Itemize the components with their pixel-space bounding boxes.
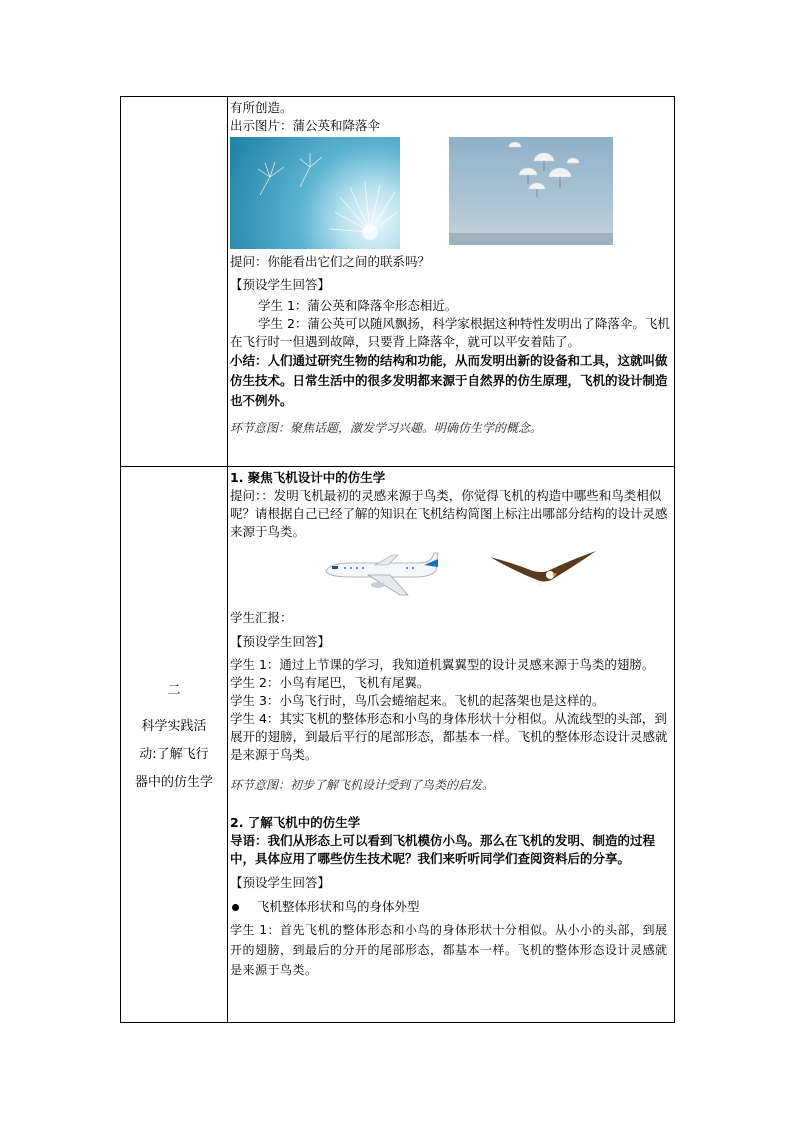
report-label: 学生汇报： bbox=[230, 610, 293, 625]
row-divider bbox=[121, 466, 674, 467]
image-row bbox=[230, 549, 670, 605]
bottom-content-cell bbox=[230, 469, 670, 1021]
student-answer: 学生 2：小鸟有尾巴，飞机有尾翼。 bbox=[230, 675, 430, 690]
eagle-icon bbox=[488, 549, 598, 589]
stage-label bbox=[121, 677, 227, 797]
bullet-text: 飞机整体形状和鸟的身体外型 bbox=[257, 899, 420, 914]
question-text: 提问：：发明飞机最初的灵感来源于鸟类，你觉得飞机的构造中哪些和鸟类相似呢？请根据自己已经了解的知识在飞机结构简图上标注出哪部分结构的设计灵感来源于鸟类。 bbox=[230, 488, 668, 539]
text-line: 有所创造。 bbox=[230, 100, 293, 115]
stage-title-line: 科学实践活 bbox=[141, 719, 207, 734]
stage-number: 二 bbox=[167, 683, 181, 698]
section-heading: 1. 聚焦飞机设计中的仿生学 bbox=[230, 470, 386, 485]
student-answer: 学生 1：通过上节课的学习，我知道机翼翼型的设计灵感来源于鸟类的翅膀。 bbox=[230, 657, 655, 672]
image-row bbox=[230, 137, 670, 249]
intent-text: 环节意图：初步了解飞机设计受到了鸟类的启发。 bbox=[230, 778, 495, 792]
preset-heading: 【预设学生回答】 bbox=[230, 875, 331, 890]
student-answer: 学生 3：小鸟飞行时，鸟爪会蜷缩起来。飞机的起落架也是这样的。 bbox=[230, 693, 605, 708]
lesson-table bbox=[120, 96, 675, 1023]
student-answer: 学生 2：蒲公英可以随风飘扬，科学家根据这种特性发明出了降落伞。飞机在飞行时一但遇到故障，只要背上降落伞，就可以平安着陆了。 bbox=[230, 316, 670, 349]
student-answer: 学生 4：其实飞机的整体形态和小鸟的身体形状十分相似。从流线型的头部，到展开的翅膀，到最后平行的尾部形态，都基本一样。飞机的整体形态设计灵感就是来源于鸟类。 bbox=[230, 711, 668, 762]
text-line: 出示图片：蒲公英和降落伞 bbox=[230, 118, 381, 133]
guide-text: 导语：我们从形态上可以看到飞机模仿小鸟。那么在飞机的发明、制造的过程中，具体应用了哪些仿生技术呢？我们来听听同学们查阅资料后的分享。 bbox=[230, 833, 656, 866]
column-divider bbox=[227, 97, 228, 1022]
preset-heading: 【预设学生回答】 bbox=[230, 277, 331, 292]
question-text: 提问：你能看出它们之间的联系吗？ bbox=[230, 254, 431, 269]
parachute-photo bbox=[449, 137, 613, 245]
airplane-icon bbox=[320, 549, 440, 599]
intent-text: 环节意图：聚焦话题，激发学习兴趣。明确仿生学的概念。 bbox=[230, 421, 543, 435]
top-content-cell bbox=[230, 99, 670, 463]
bullet-dot-icon bbox=[232, 904, 239, 911]
summary-text: 小结：人们通过研究生物的结构和功能，从而发明出新的设备和工具，这就叫做仿生技术。日常生活中的很多发明都来源于自然界的仿生原理，飞机的设计制造也不例外。 bbox=[230, 353, 668, 408]
bullet-item bbox=[230, 898, 670, 916]
dandelion-photo bbox=[230, 137, 400, 249]
stage-title-line: 动:了解飞行 bbox=[139, 747, 209, 762]
student-answer: 学生 1：首先飞机的整体形态和小鸟的身体形状十分相似。从小小的头部，到展开的翅膀，到最后的分开的尾部形态，都基本一样。飞机的整体形态设计灵感就是来源于鸟类。 bbox=[230, 923, 668, 977]
preset-heading: 【预设学生回答】 bbox=[230, 634, 331, 649]
student-answer: 学生 1：蒲公英和降落伞形态相近。 bbox=[258, 298, 458, 313]
stage-title-line: 器中的仿生学 bbox=[134, 775, 213, 790]
section-heading: 2. 了解飞机中的仿生学 bbox=[230, 815, 361, 830]
